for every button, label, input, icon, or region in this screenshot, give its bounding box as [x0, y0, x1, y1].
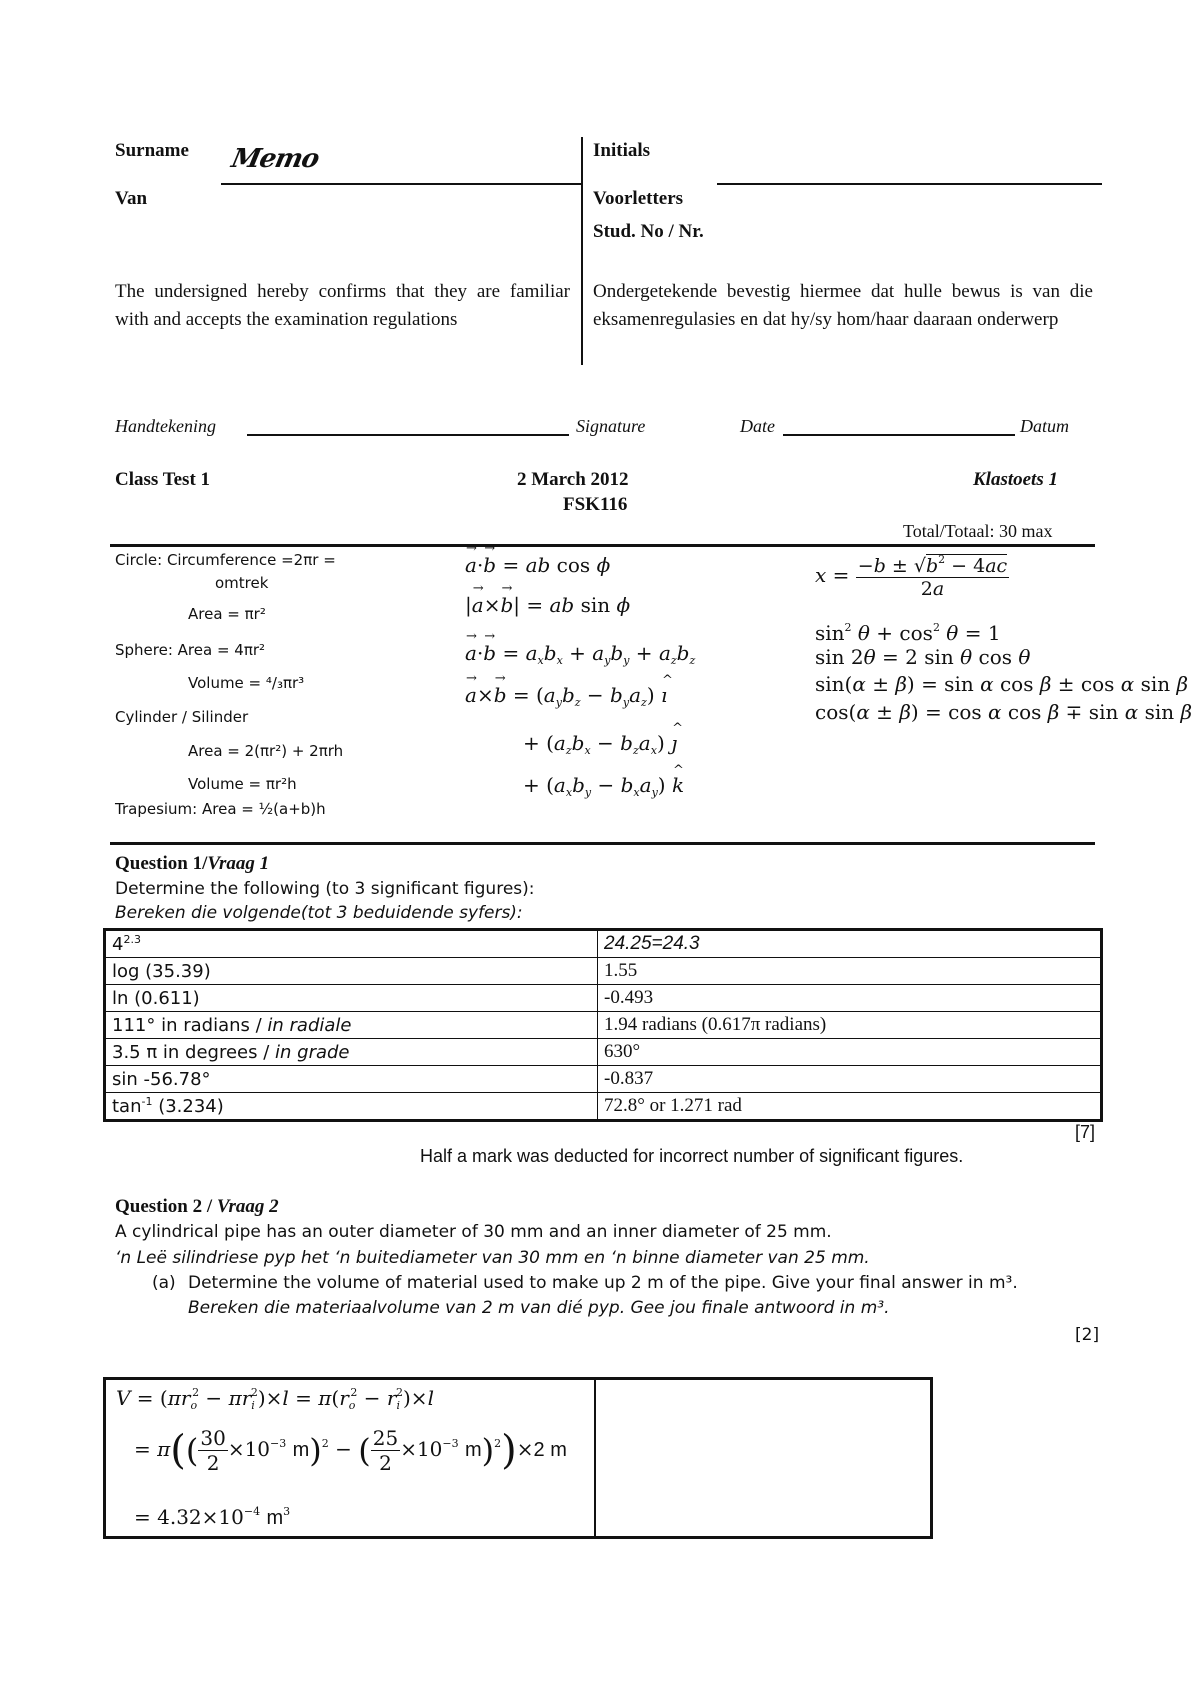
trapezium-area-formula: Trapesium: Area = ½(a+b)h	[115, 800, 326, 818]
question1-instruction-en: Determine the following (to 3 significant figures):	[115, 879, 535, 899]
sphere-area-formula: Sphere: Area = 4πr²	[115, 641, 266, 659]
van-label: Van	[115, 188, 148, 209]
formula-sheet-bottom-rule	[110, 842, 1095, 845]
cross-product-i-component: → $a\times\to b = (a_yb_z - b_ya_z)$ ^ ı	[465, 683, 667, 709]
declaration-afrikaans: Ondergetekende bevestig hiermee dat hulle bewus is van die eksamenregulasies en dat hy/sy hom/haar daaraan onderwerp	[593, 281, 1093, 330]
formula-sheet-top-rule	[110, 544, 1095, 547]
cylinder-heading: Cylinder / Silinder	[115, 708, 249, 726]
table-row	[105, 958, 1102, 985]
question-cell: log (35.39)	[105, 958, 598, 985]
question-cell: ln (0.611)	[105, 985, 598, 1012]
signature-field-line[interactable]	[247, 434, 569, 436]
question2-title-en: Question 2 /	[115, 1196, 217, 1217]
dot-product-components-formula: → $a\cdot\to b = a_xb_x + a_yb_y + a_zb_z$	[465, 641, 695, 667]
question1-title-en: Question 1/	[115, 853, 208, 874]
question2-text-en: A cylindrical pipe has an outer diameter of 30 mm and an inner diameter of 25 mm.	[115, 1222, 832, 1242]
question1-table	[103, 928, 1103, 1122]
header-divider	[581, 137, 583, 365]
sine-sum-identity: sin(α ± β) = sin α cos β ± cos α sin β	[815, 672, 1189, 696]
cylinder-volume-formula: Volume = πr²h	[188, 775, 297, 793]
initials-underline	[717, 183, 1102, 185]
date-field-line[interactable]	[783, 434, 1015, 436]
initials-label: Initials	[593, 140, 651, 161]
question2-part-a-af: Bereken die materiaalvolume van 2 m van dié pyp. Gee jou finale antwoord in m³.	[188, 1298, 890, 1318]
solution-column-divider	[594, 1380, 596, 1536]
question1-title	[115, 853, 269, 875]
cross-product-k-component: + $(a_xb_y - b_xa_y)$ ^ k	[523, 773, 684, 799]
table-row	[105, 1039, 1102, 1066]
pythagorean-identity: $\sin^2 \theta + \cos^2 \theta = 1$	[815, 621, 1001, 645]
class-test-title: Class Test 1	[115, 469, 211, 490]
question2-solution-table	[103, 1377, 933, 1539]
cross-product-magnitude-formula: |→ a×→ b| = ab sin ϕ	[465, 593, 630, 617]
table-row	[105, 930, 1102, 958]
sphere-volume-formula: Volume = ⁴/₃πr³	[188, 674, 305, 692]
question2-text-af: ‘n Leë silindriese pyp het ‘n buitediameter van 30 mm en ‘n binne diameter van 25 mm.	[115, 1248, 870, 1268]
table-row	[105, 1066, 1102, 1093]
dot-product-formula: → a·→ b = ab cos ϕ	[465, 553, 610, 577]
answer-cell: -0.837	[598, 1066, 1102, 1093]
answer-cell: 1.55	[598, 958, 1102, 985]
answer-cell: 72.8° or 1.271 rad	[598, 1093, 1102, 1121]
quadratic-formula: x = $\frac{-b \pm √b^2 - 4ac}{2a}$	[815, 553, 1008, 600]
question-cell: 111° in radians / in radiale	[105, 1012, 598, 1039]
question1-instruction-af: Bereken die volgende(tot 3 beduidende syfers):	[115, 903, 523, 923]
question-cell: sin -56.78°	[105, 1066, 598, 1093]
answer-cell: -0.493	[598, 985, 1102, 1012]
surname-value: Memo	[228, 144, 322, 174]
cosine-sum-identity: cos(α ± β) = cos α cos β ∓ sin α sin β	[815, 700, 1193, 724]
table-row	[105, 1093, 1102, 1121]
test-date: 2 March 2012	[517, 469, 629, 490]
datum-label: Datum	[1020, 416, 1069, 436]
surname-underline	[221, 183, 583, 185]
cross-product-j-component: + $(a_zb_x - b_za_x)$ ^ ȷ	[523, 731, 677, 757]
handtekening-label: Handtekening	[115, 416, 216, 436]
question1-note: Half a mark was deducted for incorrect number of significant figures.	[420, 1146, 964, 1166]
answer-cell: 630°	[598, 1039, 1102, 1066]
voorletters-label: Voorletters	[593, 188, 684, 209]
question-cell: $4^{2.3}$	[105, 930, 598, 958]
course-code: FSK116	[563, 494, 628, 515]
circle-circumference-formula: Circle: Circumference =2πr =	[115, 551, 336, 569]
question1-title-af: Vraag 1	[207, 853, 270, 874]
question2-part-a-label: (a)	[152, 1273, 176, 1293]
question2-part-a-en: Determine the volume of material used to make up 2 m of the pipe. Give your final answer in m³.	[188, 1273, 1018, 1293]
question-cell: 3.5 π in degrees / in grade	[105, 1039, 598, 1066]
double-angle-identity: sin 2θ = 2 sin θ cos θ	[815, 645, 1031, 669]
table-row	[105, 985, 1102, 1012]
surname-label: Surname	[115, 140, 189, 161]
signature-label: Signature	[576, 416, 646, 436]
solution-line-3: = $4.32\times 10^{-4}$ $m^3$	[134, 1505, 291, 1529]
question1-marks: [7]	[1075, 1122, 1096, 1142]
table-row	[105, 1012, 1102, 1039]
solution-line-1: $V = (\pi r_o^2 - \pi r_i^2)\times l = \pi(r_o^2 - r_i^2)\times l$	[116, 1386, 434, 1412]
date-label: Date	[740, 416, 775, 436]
answer-cell: 1.94 radians (0.617π radians)	[598, 1012, 1102, 1039]
declaration-english: The undersigned hereby confirms that they are familiar with and accepts the examination regulations	[115, 281, 570, 330]
total-marks: Total/Totaal: 30 max	[903, 521, 1053, 541]
klastoets-title: Klastoets 1	[973, 469, 1058, 490]
question2-title	[115, 1196, 279, 1218]
solution-line-2: = π(( $\frac{30}{2}$ $\times 10^{-3}$ m)$^2$ − ( $\frac{25}{2}$ $\times 10^{-3}$ m)$^2$)×2 m	[134, 1426, 567, 1475]
circle-omtrek-label: omtrek	[215, 574, 269, 592]
question2-title-af: Vraag 2	[216, 1196, 279, 1217]
question2-marks: [2]	[1075, 1325, 1100, 1345]
question-cell: $\tan^{-1} (3.234)$	[105, 1093, 598, 1121]
cylinder-area-formula: Area = 2(πr²) + 2πrh	[188, 742, 344, 760]
circle-area-formula: Area = πr²	[188, 605, 266, 623]
student-number-label: Stud. No / Nr.	[593, 221, 704, 242]
answer-cell: 24.25=24.3	[598, 930, 1102, 958]
